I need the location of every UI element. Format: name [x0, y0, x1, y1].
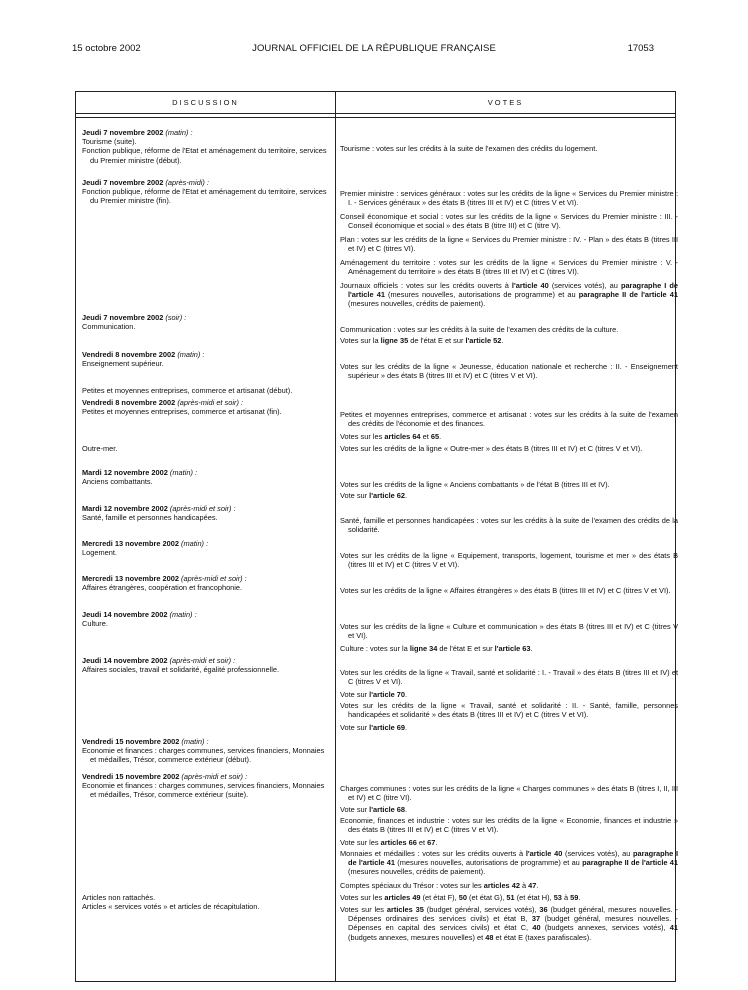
vote-entry: [340, 784, 678, 802]
article-reference: 67: [427, 838, 436, 847]
session-heading: [82, 178, 330, 187]
agenda-item: Outre-mer.: [82, 444, 118, 453]
vote-text: (budgets annexes, mesures nouvelles) et: [348, 932, 486, 942]
agenda-item: Economie et finances : charges communes, services financiers, Monnaies et médailles, Trésor, commerce extérieur (début).: [82, 746, 325, 765]
agenda-item: Affaires étrangères, coopération et francophonie.: [82, 583, 243, 593]
vote-text: Votes sur les: [340, 905, 387, 914]
session-date: Jeudi 7 novembre 2002: [82, 178, 166, 187]
vote-text: (budgets annexes, services votés),: [540, 923, 670, 933]
session-time: (après-midi et soir) :: [169, 504, 236, 513]
vote-entry: [340, 586, 678, 595]
session-time: (après-midi) :: [165, 178, 209, 187]
vote-text: .: [578, 893, 581, 902]
vote-entry: [340, 644, 678, 653]
article-reference: l'article 40: [525, 849, 563, 858]
vote-text: (mesures nouvelles, autorisations de programme) et au: [395, 858, 583, 868]
vote-text: Votes sur les crédits de la ligne « Travail, santé et solidarité : I. - Travail » des états B (titres III et IV) et C (titres V et VI).: [340, 668, 678, 687]
vote-entry: [340, 849, 678, 877]
discussion-entry: [82, 386, 330, 395]
session-date: Jeudi 14 novembre 2002: [82, 656, 170, 665]
agenda-item: Petites et moyennes entreprises, commerce et artisanat (fin).: [82, 407, 282, 417]
article-reference: l'article 70: [369, 690, 406, 699]
session-time: (soir) :: [165, 313, 187, 322]
vote-text: Petites et moyennes entreprises, commerce et artisanat : votes sur les crédits à la suite de l'examen des crédits de l'économie et des finances.: [340, 410, 678, 429]
article-reference: l'article 63: [494, 644, 531, 653]
article-reference: paragraphe I de l'article 41: [348, 281, 678, 300]
article-reference: ligne 34: [409, 644, 438, 653]
journal-title: JOURNAL OFFICIEL DE LA RÉPUBLIQUE FRANÇAISE: [252, 43, 496, 54]
vote-text: (services votés), au: [548, 281, 621, 290]
discussion-entry: [82, 772, 330, 800]
vote-text: Conseil économique et social : votes sur les crédits de la ligne « Services du Premier ministre : III. - Conseil économique et social » des états B (titre III) et C (titre V).: [340, 212, 678, 231]
vote-entry: [340, 480, 678, 489]
vote-text: .: [405, 690, 408, 699]
discussion-entry: [82, 178, 330, 206]
session-time: (matin) :: [181, 539, 209, 548]
article-reference: l'article 69: [369, 723, 406, 732]
session-heading: [82, 313, 330, 322]
session-date: Vendredi 15 novembre 2002: [82, 772, 182, 781]
vote-text: Monnaies et médailles : votes sur les crédits ouverts à: [340, 849, 526, 858]
vote-entry: [340, 432, 678, 441]
vote-text: (mesures nouvelles, crédits de paiement).: [348, 299, 486, 309]
vote-text: (services votés), au: [562, 849, 634, 858]
vote-text: .: [536, 881, 539, 890]
article-reference: 59: [570, 893, 579, 902]
vote-text: .: [439, 432, 442, 441]
session-time: (matin) :: [169, 468, 198, 477]
vote-entry: [340, 905, 678, 942]
vote-entry: [340, 212, 678, 230]
vote-text: .: [405, 723, 408, 732]
vote-text: Charges communes : votes sur les crédits de la ligne « Charges communes » des états B (titres I, II, III et IV) et C (titre VI).: [340, 784, 678, 803]
vote-entry: [340, 362, 678, 380]
vote-text: .: [405, 491, 408, 500]
vote-text: (budget général, mesures nouvelles. - Dépenses en capital des services civils) et état C,: [348, 914, 678, 933]
session-date: Mardi 12 novembre 2002: [82, 504, 170, 513]
vote-text: de l'état E et sur: [408, 336, 466, 345]
vote-text: Votes sur les crédits de la ligne « Outre-mer » des états B (titres III et IV) et C (titres V et VI).: [340, 444, 643, 453]
article-reference: 48: [485, 932, 494, 942]
discussion-entry: [82, 504, 330, 522]
article-reference: paragraphe II de l'article 41: [582, 858, 678, 868]
article-reference: articles 49: [384, 893, 421, 902]
vote-entry: [340, 258, 678, 276]
vote-text: Vote sur: [340, 491, 370, 500]
discussion-entry: [82, 350, 330, 368]
agenda-item: Affaires sociales, travail et solidarité, égalité professionnelle.: [82, 665, 280, 675]
vote-text: Vote sur: [340, 723, 370, 732]
article-reference: paragraphe II de l'article 41: [578, 290, 678, 300]
vote-entry: [340, 893, 678, 902]
column-header-votes: VOTES: [487, 98, 524, 107]
article-reference: 51: [506, 893, 515, 902]
vote-text: (mesures nouvelles, autorisations de programme) et au: [384, 290, 579, 300]
article-reference: 41: [669, 923, 678, 933]
discussion-entry: [82, 610, 330, 628]
agenda-item: Economie et finances : charges communes, services financiers, Monnaies et médailles, Trésor, commerce extérieur (suite).: [82, 781, 325, 800]
agenda-item: Logement.: [82, 548, 117, 558]
page-number: 17053: [627, 43, 654, 54]
discussion-entry: [82, 539, 330, 557]
agenda-item: Articles « services votés » et articles de récapitulation.: [82, 902, 260, 912]
vote-entry: [340, 491, 678, 500]
session-date: Vendredi 15 novembre 2002: [82, 737, 182, 746]
header-divider: [76, 113, 675, 114]
vote-text: Votes sur les crédits de la ligne « Culture et communication » des états B (titres III et IV) et C (titres V et VI).: [340, 622, 678, 641]
discussion-entry: [82, 656, 330, 674]
discussion-entry: [82, 444, 330, 453]
vote-text: Votes sur les crédits de la ligne « Travail, santé et solidarité : II. - Santé, famille, personnes handicapées et solidarité » des états B (titres III et IV) et C (titres V et VI).: [340, 701, 678, 720]
vote-entry: [340, 281, 678, 309]
session-heading: [82, 610, 330, 619]
session-time: (après-midi et soir) :: [177, 398, 244, 407]
vote-text: .: [405, 805, 408, 814]
article-reference: 53: [553, 893, 562, 902]
vote-text: Votes sur les crédits de la ligne « Equipement, transports, logement, tourisme et mer » des états B (titres III et IV) et C (titres V et VI).: [340, 551, 678, 570]
agenda-item: Communication.: [82, 322, 136, 332]
article-reference: articles 35: [386, 905, 424, 914]
vote-entry: [340, 723, 678, 732]
vote-text: (budget général, mesures nouvelles. - Dépenses ordinaires des services civils) et état B,: [348, 905, 678, 924]
session-time: (après-midi et soir) :: [169, 656, 236, 665]
header-divider-double: [76, 117, 675, 118]
article-reference: 65: [430, 432, 440, 441]
vote-text: (mesures nouvelles, crédits de paiement).: [348, 867, 486, 877]
vote-text: Votes sur les crédits de la ligne « Jeunesse, éducation nationale et recherche : II. - Enseignement supérieur » des états B (titres III et IV) et C (titres V et VI).: [340, 362, 678, 381]
vote-text: Votes sur les crédits de la ligne « Affaires étrangères » des états B (titres III et IV) et C (titres V et VI).: [340, 586, 671, 595]
vote-text: Santé, famille et personnes handicapées : votes sur les crédits à la suite de l'examen des crédits de la solidarité.: [340, 516, 678, 535]
agenda-item: Fonction publique, réforme de l'Etat et aménagement du territoire, services du Premier ministre (fin).: [82, 187, 327, 206]
session-date: Jeudi 14 novembre 2002: [82, 610, 170, 619]
session-heading: [82, 128, 330, 137]
session-time: (matin) :: [181, 737, 209, 746]
session-heading: [82, 539, 330, 548]
vote-text: Vote sur les: [340, 838, 381, 847]
vote-entry: [340, 551, 678, 569]
vote-text: Communication : votes sur les crédits à la suite de l'examen des crédits de la culture.: [340, 325, 619, 334]
vote-entry: [340, 690, 678, 699]
vote-text: à: [519, 881, 529, 890]
discussion-entry: [82, 468, 330, 486]
vote-text: .: [530, 644, 533, 653]
session-date: Vendredi 8 novembre 2002: [82, 398, 178, 407]
vote-text: de l'état E et sur: [437, 644, 495, 653]
session-heading: [82, 656, 330, 665]
article-reference: articles 66: [380, 838, 417, 847]
session-date: Jeudi 7 novembre 2002: [82, 128, 166, 137]
vote-text: (et état H),: [514, 893, 554, 902]
header-date: 15 octobre 2002: [72, 43, 141, 54]
session-heading: [82, 468, 330, 477]
article-reference: 50: [458, 893, 467, 902]
vote-text: Votes sur les: [340, 893, 385, 902]
session-heading: [82, 574, 330, 583]
article-reference: articles 42: [483, 881, 520, 890]
vote-text: Votes sur la: [340, 336, 381, 345]
vote-entry: [340, 622, 678, 640]
session-heading: [82, 350, 330, 359]
session-time: (matin) :: [165, 128, 193, 137]
vote-entry: [340, 516, 678, 534]
vote-entry: [340, 325, 678, 334]
discussion-entry: [82, 398, 330, 416]
article-reference: paragraphe I de l'article 41: [348, 849, 679, 868]
vote-text: Journaux officiels : votes sur les crédits ouverts à: [340, 281, 512, 290]
session-heading: [82, 737, 330, 746]
article-reference: ligne 35: [380, 336, 409, 345]
article-reference: 36: [539, 905, 548, 914]
agenda-table: [75, 91, 679, 982]
vote-text: Premier ministre : services généraux : votes sur les crédits de la ligne « Services du Premier ministre : I. - Services généraux » des états B (titres III et IV) et C (titres V et VI).: [340, 189, 678, 208]
vote-text: (budget général, services votés),: [423, 905, 540, 914]
vote-text: (et état G),: [466, 893, 507, 902]
vote-text: Votes sur les crédits de la ligne « Anciens combattants » de l'état B (titres III et IV).: [340, 480, 610, 489]
vote-entry: [340, 189, 678, 207]
agenda-item: Petites et moyennes entreprises, commerce et artisanat (début).: [82, 386, 293, 395]
vote-entry: [340, 444, 678, 453]
vote-text: Aménagement du territoire : votes sur les crédits de la ligne « Services du Premier ministre : V. - Aménagement du territoire » des états B (titres III et IV) et C (titres VI).: [340, 258, 678, 277]
vote-text: Votes sur les: [340, 432, 385, 441]
article-reference: 40: [532, 923, 541, 933]
session-date: Jeudi 7 novembre 2002: [82, 313, 166, 322]
vote-text: et: [416, 838, 428, 847]
vote-text: et: [420, 432, 431, 441]
session-time: (après-midi et soir) :: [181, 574, 247, 583]
vote-entry: [340, 805, 678, 814]
article-reference: l'article 68: [369, 805, 406, 814]
vote-entry: [340, 838, 678, 847]
agenda-item: Enseignement supérieur.: [82, 359, 164, 369]
session-date: Mardi 12 novembre 2002: [82, 468, 170, 477]
vote-text: et état E (taxes parafiscales).: [493, 932, 592, 942]
vote-entry: [340, 336, 678, 345]
session-time: (après-midi et soir) :: [181, 772, 248, 781]
session-date: Mercredi 13 novembre 2002: [82, 539, 182, 548]
vote-text: Tourisme : votes sur les crédits à la suite de l'examen des crédits du logement.: [340, 144, 598, 153]
vote-entry: [340, 881, 678, 890]
article-reference: articles 64: [384, 432, 421, 441]
vote-text: .: [501, 336, 504, 345]
column-divider: [335, 92, 336, 981]
article-reference: l'article 62: [369, 491, 406, 500]
vote-text: Culture : votes sur la: [340, 644, 410, 653]
agenda-item: Fonction publique, réforme de l'Etat et aménagement du territoire, services du Premier ministre (début).: [82, 146, 327, 165]
vote-text: Vote sur: [340, 805, 370, 814]
session-time: (matin) :: [169, 610, 197, 619]
vote-text: .: [435, 838, 438, 847]
vote-entry: [340, 701, 678, 719]
agenda-item: Culture.: [82, 619, 108, 629]
article-reference: 37: [531, 914, 541, 924]
vote-text: Vote sur: [340, 690, 370, 699]
discussion-entry: [82, 574, 330, 592]
session-date: Vendredi 8 novembre 2002: [82, 350, 178, 359]
discussion-entry: [82, 893, 330, 911]
agenda-item: Articles non rattachés.: [82, 893, 156, 902]
session-date: Mercredi 13 novembre 2002: [82, 574, 182, 583]
discussion-entry: [82, 128, 330, 165]
vote-text: Economie, finances et industrie : votes sur les crédits de la ligne « Economie, finances et industrie » des états B (titres III et IV) et C (titres V et VI).: [340, 816, 678, 835]
vote-entry: [340, 668, 678, 686]
vote-entry: [340, 144, 678, 153]
article-reference: l'article 40: [511, 281, 549, 290]
agenda-item: Tourisme (suite).: [82, 137, 137, 147]
vote-text: Plan : votes sur les crédits de la ligne « Services du Premier ministre : IV. - Plan » des états B (titres III et IV) et C (titres VI).: [340, 235, 678, 254]
session-heading: [82, 398, 330, 407]
session-heading: [82, 772, 330, 781]
column-header-discussion: DISCUSSION: [172, 98, 239, 107]
article-reference: 47: [528, 881, 537, 890]
agenda-item: Santé, famille et personnes handicapées.: [82, 513, 218, 523]
session-heading: [82, 504, 330, 513]
vote-entry: [340, 816, 678, 834]
vote-text: Comptes spéciaux du Trésor : votes sur les: [340, 881, 484, 890]
discussion-entry: [82, 737, 330, 765]
discussion-entry: [82, 313, 330, 331]
vote-entry: [340, 410, 678, 428]
article-reference: l'article 52: [465, 336, 502, 345]
vote-text: à: [561, 893, 571, 902]
agenda-item: Anciens combattants.: [82, 477, 153, 487]
vote-text: (et état F),: [420, 893, 459, 902]
session-time: (matin) :: [177, 350, 205, 359]
vote-entry: [340, 235, 678, 253]
